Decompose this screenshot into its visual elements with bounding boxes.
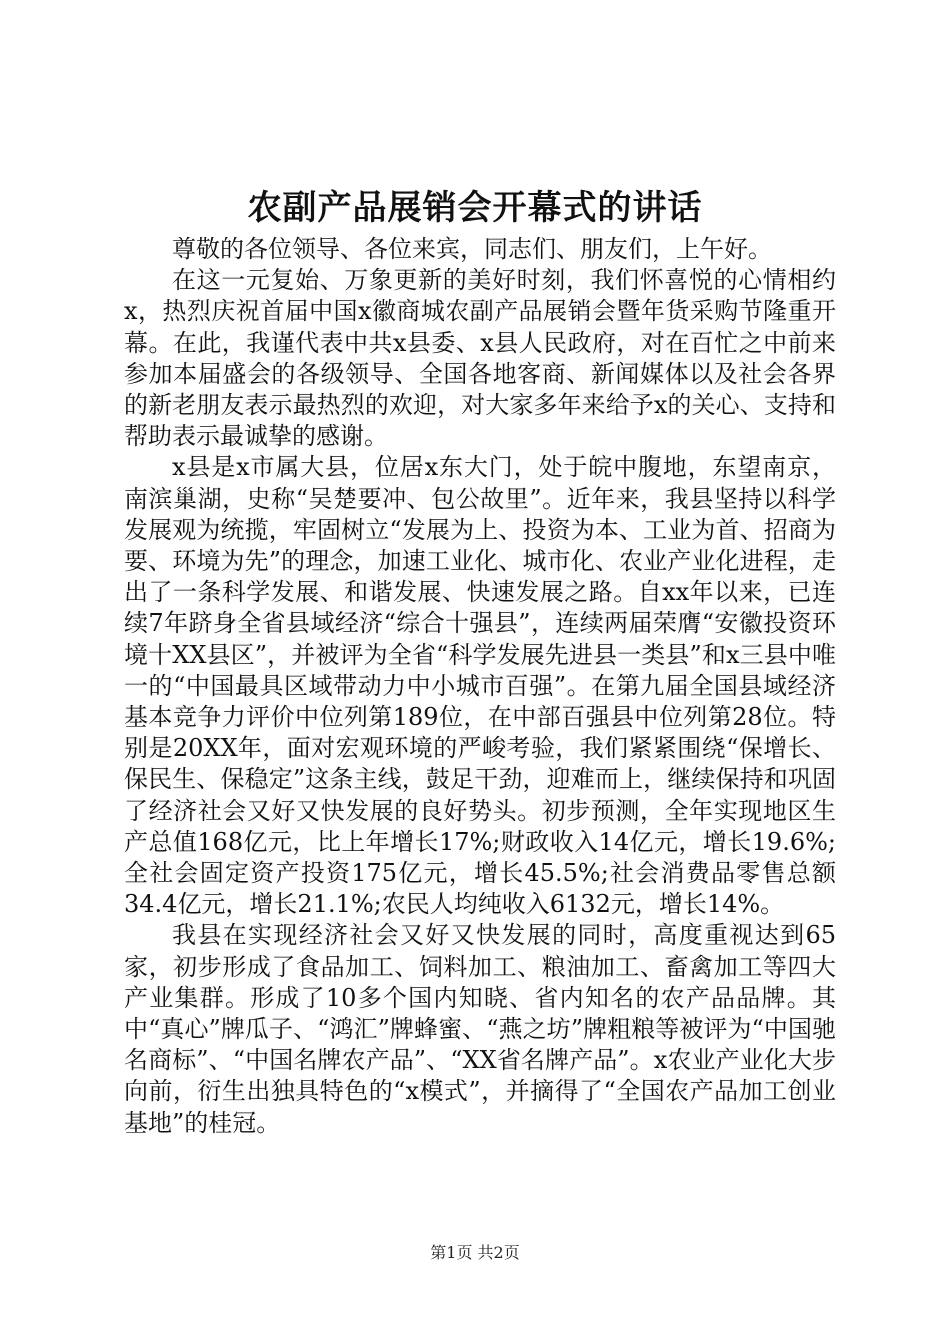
- paragraph-welcome: 在这一元复始、万象更新的美好时刻，我们怀喜悦的心情相约x，热烈庆祝首届中国x徽商城农副产品展销会暨年货采购节隆重开幕。在此，我谨代表中共x县委、x县人民政府，对在百忙之中前来参加本届盛会的各级领导、全国各地客商、新闻媒体以及社会各界的新老朋友表示最热烈的欢迎，对大家多年来给予x的关心、支持和帮助表示最诚挚的感谢。: [124, 266, 836, 451]
- paragraph-county-overview: x县是x市属大县，位居x东大门，处于皖中腹地，东望南京，南滨巢湖，史称“吴楚要冲、包公故里”。近年来，我县坚持以科学发展观为统揽，牢固树立“发展为上、投资为本、工业为首、招商为要、环境为先”的理念，加速工业化、城市化、农业产业化进程，走出了一条科学发展、和谐发展、快速发展之路。自xx年以来，已连续7年跻身全省县域经济“综合十强县”，连续两届荣膺“安徽投资环境十XX县区”，并被评为全省“科学发展先进县一类县”和x三县中唯一的“中国最具区域带动力中小城市百强”。在第九届全国县域经济基本竞争力评价中位列第189位，在中部百强县中位列第28位。特别是20XX年，面对宏观环境的严峻考验，我们紧紧围绕“保增长、保民生、保稳定”这条主线，鼓足干劲，迎难而上，继续保持和巩固了经济社会又好又快发展的良好势头。初步预测，全年实现地区生产总值168亿元，比上年增长17%;财政收入14亿元，增长19.6%;全社会固定资产投资175亿元，增长45.5%;社会消费品零售总额34.4亿元，增长21.1%;农民人均纯收入6132元，增长14%。: [124, 453, 836, 919]
- document-title: 农副产品展销会开幕式的讲话: [247, 188, 703, 228]
- document-body: [124, 234, 836, 1139]
- page-number-footer: 第1页 共2页: [430, 1243, 520, 1262]
- paragraph-greeting: 尊敬的各位领导、各位来宾，同志们、朋友们，上午好。: [172, 235, 772, 263]
- paragraph-agriculture-industry: 我县在实现经济社会又好又快发展的同时，高度重视达到65家，初步形成了食品加工、饲料加工、粮油加工、畜禽加工等四大产业集群。形成了10多个国内知晓、省内知名的农产品品牌。其中“真心”牌瓜子、“鸿汇”牌蜂蜜、“燕之坊”牌粗粮等被评为“中国驰名商标”、“中国名牌农产品”、“XX省名牌产品”。x农业产业化大步向前，衍生出独具特色的“x模式”，并摘得了“全国农产品加工创业基地”的桂冠。: [124, 921, 836, 1137]
